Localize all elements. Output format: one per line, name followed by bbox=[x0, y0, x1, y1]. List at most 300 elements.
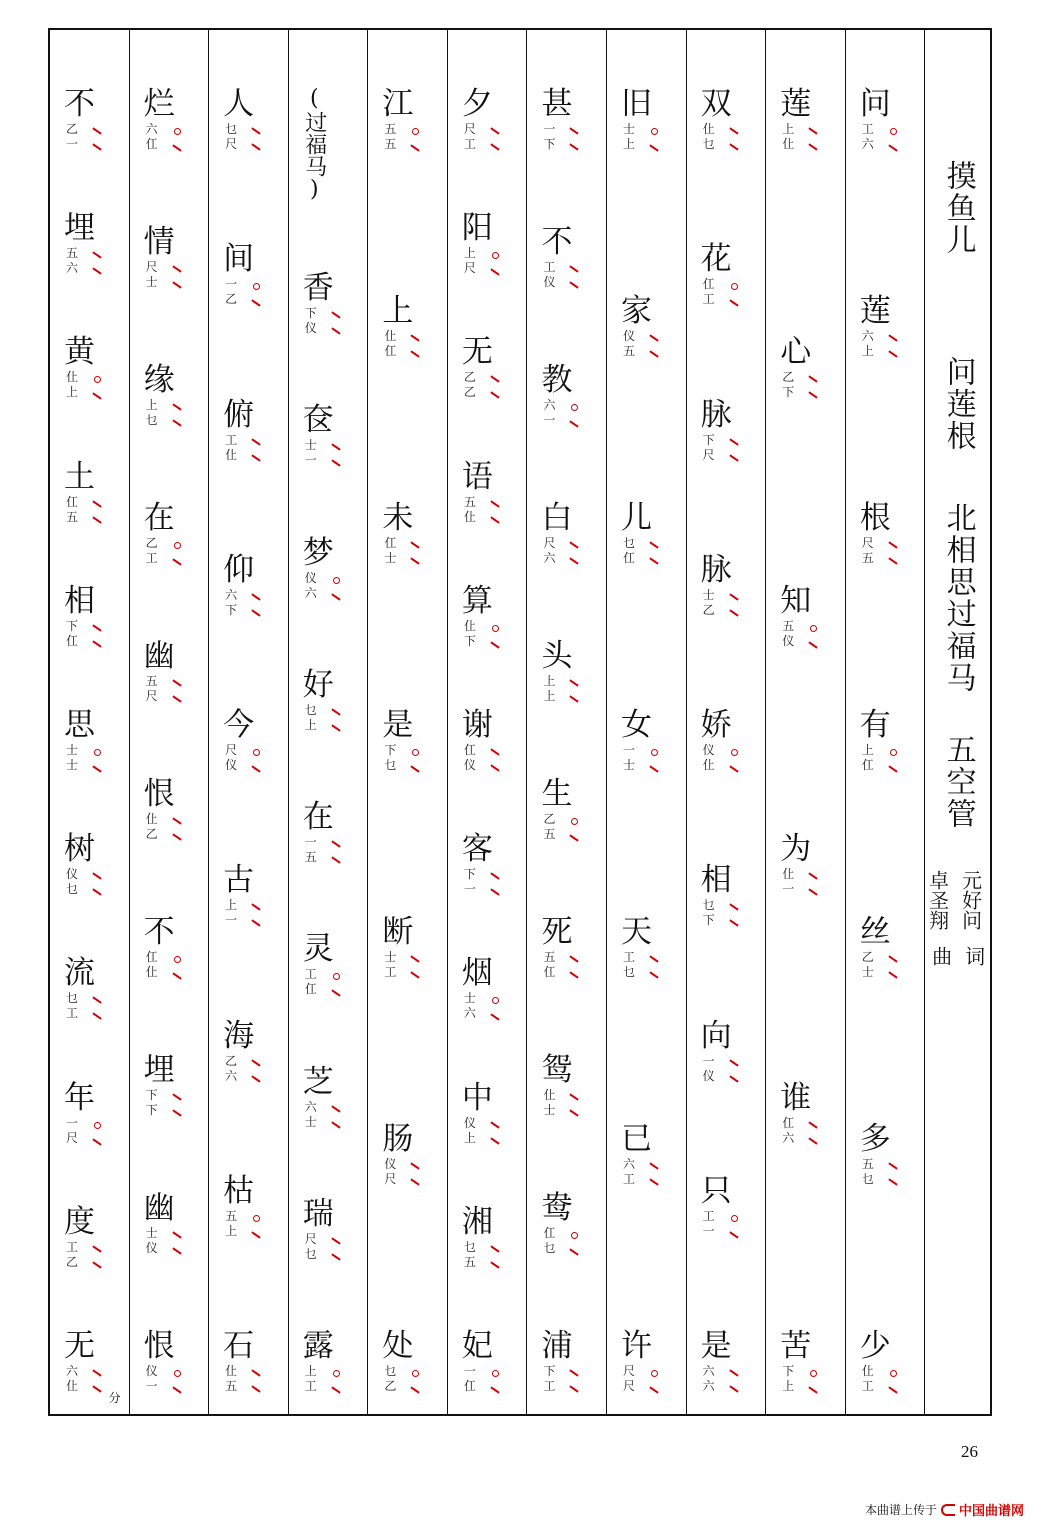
rhythm-marks bbox=[729, 1211, 739, 1244]
lyric-char: 湘 bbox=[461, 1203, 493, 1240]
lyric-char: 缘 bbox=[143, 362, 175, 398]
lyric-char: 仰 bbox=[223, 551, 255, 588]
beat-tick-icon bbox=[331, 328, 340, 335]
beat-circle-icon bbox=[253, 1215, 260, 1222]
lyric-char: 阳 bbox=[461, 210, 493, 247]
lyric-unit bbox=[144, 914, 175, 984]
beat-tick-icon bbox=[809, 127, 818, 134]
lyric-char: 幽 bbox=[143, 1190, 175, 1226]
beat-tick-icon bbox=[172, 558, 181, 565]
beat-tick-icon bbox=[251, 765, 260, 772]
lyric-unit bbox=[462, 1328, 493, 1398]
rhythm-marks bbox=[331, 837, 341, 869]
beat-tick-icon bbox=[92, 500, 101, 507]
lyric-unit bbox=[382, 86, 413, 156]
beat-tick-icon bbox=[649, 1386, 658, 1393]
beat-tick-icon bbox=[92, 252, 101, 259]
lyric-unit bbox=[64, 831, 95, 901]
beat-circle-icon bbox=[731, 749, 738, 756]
lyric-unit bbox=[860, 1328, 891, 1398]
beat-tick-icon bbox=[92, 143, 101, 150]
beat-tick-icon bbox=[251, 1385, 260, 1392]
lyric-unit bbox=[303, 270, 334, 340]
rhythm-marks bbox=[808, 1366, 818, 1399]
beat-tick-icon bbox=[888, 557, 897, 564]
rhythm-marks bbox=[410, 745, 420, 778]
gongche-notation: 乜 下 bbox=[702, 898, 715, 928]
beat-tick-icon bbox=[172, 281, 181, 288]
beat-tick-icon bbox=[92, 1261, 101, 1268]
score-column-9 bbox=[209, 30, 289, 1414]
lyric-unit bbox=[621, 500, 652, 570]
lyric-unit bbox=[303, 535, 334, 605]
credit-role-lyrics: 词 bbox=[961, 946, 986, 966]
beat-tick-icon bbox=[92, 393, 101, 400]
gongche-notation: 乜 工 bbox=[66, 991, 79, 1021]
rhythm-marks bbox=[331, 1102, 341, 1134]
rhythm-marks bbox=[172, 814, 182, 846]
credit-author-block bbox=[960, 870, 989, 966]
lyric-unit bbox=[382, 293, 413, 363]
beat-tick-icon bbox=[172, 833, 181, 840]
beat-tick-icon bbox=[570, 265, 579, 272]
rhythm-marks bbox=[569, 1366, 579, 1398]
rhythm-marks bbox=[888, 538, 898, 570]
lyric-unit bbox=[780, 831, 811, 901]
lyric-unit bbox=[462, 707, 493, 777]
lyric-unit bbox=[303, 799, 334, 869]
lyric-char: 树 bbox=[64, 831, 95, 868]
gongche-notation: 上 仜 bbox=[861, 743, 874, 772]
gongche-notation: 五 六 bbox=[66, 246, 79, 276]
lyric-unit bbox=[621, 1328, 652, 1398]
rhythm-marks bbox=[569, 262, 579, 294]
beat-tick-icon bbox=[172, 817, 181, 824]
beat-circle-icon bbox=[412, 1370, 419, 1377]
rhythm-marks bbox=[729, 124, 739, 156]
rhythm-marks bbox=[569, 1090, 579, 1122]
rhythm-marks bbox=[251, 900, 261, 932]
gongche-notation: 一 士 bbox=[623, 743, 636, 772]
gongche-notation: 乙 乙 bbox=[463, 370, 476, 400]
gongche-notation: 乜 尺 bbox=[225, 122, 238, 151]
lyric-unit bbox=[144, 362, 175, 432]
beat-tick-icon bbox=[729, 593, 738, 600]
beat-circle-icon bbox=[94, 376, 101, 383]
gongche-notation: 仜 五 bbox=[66, 494, 79, 524]
rhythm-marks bbox=[92, 1366, 102, 1398]
lyric-char: 枯 bbox=[223, 1172, 255, 1209]
rhythm-marks bbox=[331, 573, 341, 606]
lyric-char: 语 bbox=[461, 458, 493, 495]
lyric-unit bbox=[701, 241, 732, 311]
score-column-2 bbox=[766, 30, 846, 1414]
score-column-3 bbox=[687, 30, 767, 1414]
beat-tick-icon bbox=[331, 1386, 340, 1393]
gongche-notation: 工 一 bbox=[702, 1208, 715, 1238]
lyric-unit bbox=[462, 86, 493, 156]
score-column-10 bbox=[130, 30, 210, 1414]
beat-tick-icon bbox=[490, 764, 499, 771]
lyric-unit bbox=[780, 334, 811, 404]
gongche-notation: 下 工 bbox=[543, 1364, 556, 1393]
gongche-notation: 上 仩 bbox=[782, 122, 795, 151]
lyric-unit bbox=[223, 707, 254, 777]
rhythm-marks bbox=[729, 1366, 739, 1398]
lyric-unit bbox=[382, 707, 413, 777]
beat-tick-icon bbox=[172, 1386, 181, 1393]
rhythm-marks bbox=[490, 1366, 500, 1399]
gongche-notation: 仪 五 bbox=[623, 329, 636, 358]
lyric-char: 相 bbox=[700, 862, 732, 899]
beat-tick-icon bbox=[172, 972, 181, 979]
rhythm-marks bbox=[729, 435, 739, 467]
lyric-unit bbox=[541, 86, 572, 156]
lyric-char: 旧 bbox=[621, 86, 653, 122]
lyric-unit bbox=[701, 1173, 732, 1243]
lyric-unit bbox=[303, 667, 334, 737]
rhythm-marks bbox=[410, 538, 420, 570]
beat-tick-icon bbox=[570, 541, 579, 548]
beat-circle-icon bbox=[492, 625, 499, 632]
beat-tick-icon bbox=[92, 640, 101, 647]
lyric-char: 断 bbox=[382, 914, 414, 950]
lyric-char: 夕 bbox=[461, 86, 493, 122]
gongche-notation: 仩 乙 bbox=[145, 812, 158, 841]
beat-tick-icon bbox=[729, 438, 738, 445]
lyric-unit bbox=[541, 362, 572, 432]
beat-tick-icon bbox=[649, 1178, 658, 1185]
rhythm-marks bbox=[729, 590, 739, 622]
rhythm-marks bbox=[92, 497, 102, 529]
gongche-notation: 尺 尺 bbox=[623, 1364, 636, 1393]
lyric-char: 思 bbox=[64, 706, 95, 743]
lyric-unit bbox=[701, 552, 732, 622]
gongche-notation: 尺 工 bbox=[463, 122, 476, 151]
rhythm-marks bbox=[331, 969, 341, 1002]
lyric-unit bbox=[64, 86, 95, 156]
rhythm-marks bbox=[331, 1366, 341, 1399]
lyric-unit bbox=[541, 638, 572, 708]
footer-brand[interactable]: 中国曲谱网 bbox=[958, 1504, 1024, 1519]
beat-tick-icon bbox=[729, 127, 738, 134]
beat-circle-icon bbox=[810, 625, 817, 632]
beat-tick-icon bbox=[411, 955, 420, 962]
beat-tick-icon bbox=[729, 454, 738, 461]
lyric-unit bbox=[860, 1121, 891, 1191]
rhythm-marks bbox=[172, 676, 182, 708]
gongche-notation: 仩 五 bbox=[225, 1364, 238, 1393]
lyric-char: 脉 bbox=[700, 396, 732, 433]
beat-tick-icon bbox=[888, 144, 897, 151]
lyric-unit bbox=[64, 459, 95, 529]
lyric-char: 恨 bbox=[143, 776, 175, 812]
gongche-notation: 下 仪 bbox=[304, 306, 317, 336]
beat-tick-icon bbox=[251, 143, 260, 150]
lyric-char: 是 bbox=[700, 1328, 732, 1364]
page-number: 26 bbox=[961, 1442, 978, 1461]
gongche-notation: 乜 仜 bbox=[623, 536, 636, 565]
lyric-char: 问 bbox=[859, 86, 891, 122]
gongche-notation: 工 乜 bbox=[623, 950, 636, 979]
lyric-unit bbox=[64, 1080, 95, 1150]
beat-tick-icon bbox=[729, 1075, 738, 1082]
lyric-unit bbox=[621, 293, 652, 363]
gongche-notation: 下 乜 bbox=[384, 743, 397, 772]
beat-circle-icon bbox=[174, 1370, 181, 1377]
beat-tick-icon bbox=[490, 1121, 499, 1128]
beat-tick-icon bbox=[570, 834, 579, 841]
rhythm-marks bbox=[569, 676, 579, 708]
beat-tick-icon bbox=[331, 1121, 340, 1128]
gongche-notation: 上 工 bbox=[304, 1363, 317, 1393]
rhythm-marks bbox=[251, 1056, 261, 1088]
gongche-notation: 仜 乜 bbox=[543, 1226, 556, 1255]
lyric-unit bbox=[223, 1018, 254, 1088]
gongche-notation: 六 士 bbox=[304, 1099, 317, 1129]
lyric-unit bbox=[541, 914, 572, 984]
key-label: 五空管 bbox=[940, 734, 976, 830]
rhythm-marks bbox=[92, 248, 102, 280]
lyric-char: 露 bbox=[302, 1327, 334, 1364]
beat-tick-icon bbox=[888, 971, 897, 978]
lyric-char: 灵 bbox=[302, 931, 334, 968]
lyric-unit bbox=[462, 1080, 493, 1150]
beat-tick-icon bbox=[92, 1385, 101, 1392]
beat-tick-icon bbox=[251, 1369, 260, 1376]
rhythm-marks bbox=[251, 279, 261, 312]
lyric-char: 头 bbox=[541, 638, 573, 674]
lyric-char: 恨 bbox=[143, 1328, 175, 1364]
gongche-notation: 仪 六 bbox=[304, 570, 317, 600]
gongche-notation: 尺 六 bbox=[543, 536, 556, 565]
lyric-char: 为 bbox=[780, 831, 812, 868]
beat-circle-icon bbox=[651, 749, 658, 756]
beat-tick-icon bbox=[888, 541, 897, 548]
rhythm-marks bbox=[92, 124, 102, 156]
gongche-notation: 仜 仩 bbox=[145, 950, 158, 979]
lyric-unit bbox=[223, 552, 254, 622]
beat-tick-icon bbox=[649, 144, 658, 151]
lyric-char: 只 bbox=[700, 1172, 732, 1209]
gongche-notation: 士 士 bbox=[66, 742, 79, 772]
rhythm-marks bbox=[251, 1211, 261, 1244]
rhythm-marks bbox=[649, 1159, 659, 1191]
score-column-8 bbox=[289, 30, 369, 1414]
score-column-6 bbox=[448, 30, 528, 1414]
rhythm-marks bbox=[172, 1366, 182, 1399]
beat-tick-icon bbox=[649, 334, 658, 341]
lyric-unit bbox=[780, 583, 811, 653]
lyric-char: 女 bbox=[621, 707, 653, 743]
piece-title: 问莲根 bbox=[940, 356, 976, 452]
lyric-char: 浦 bbox=[541, 1328, 573, 1364]
rhythm-marks bbox=[251, 745, 261, 778]
beat-tick-icon bbox=[411, 1386, 420, 1393]
lyric-char: 少 bbox=[859, 1328, 891, 1364]
rhythm-marks bbox=[888, 1159, 898, 1191]
lyric-char: 古 bbox=[223, 862, 255, 899]
lyric-unit bbox=[223, 86, 254, 156]
lyric-unit bbox=[701, 862, 732, 932]
gongche-notation: 仜 工 bbox=[702, 277, 715, 307]
beat-circle-icon bbox=[253, 749, 260, 756]
rhythm-marks bbox=[569, 952, 579, 984]
lyric-char: 黄 bbox=[64, 334, 95, 371]
lyric-char: 今 bbox=[223, 707, 255, 743]
rhythm-marks bbox=[569, 400, 579, 433]
beat-tick-icon bbox=[570, 955, 579, 962]
credits bbox=[927, 870, 989, 966]
lyric-char: 脉 bbox=[700, 551, 732, 588]
rhythm-marks bbox=[729, 1056, 739, 1088]
beat-circle-icon bbox=[651, 128, 658, 135]
gongche-notation: 工 六 bbox=[861, 122, 874, 151]
beat-tick-icon bbox=[92, 1369, 101, 1376]
lyric-char: 客 bbox=[461, 831, 493, 868]
beat-tick-icon bbox=[490, 641, 499, 648]
beat-tick-icon bbox=[729, 609, 738, 616]
lyric-unit bbox=[541, 500, 572, 570]
beat-tick-icon bbox=[172, 679, 181, 686]
rhythm-marks bbox=[649, 745, 659, 778]
lyric-char: 烂 bbox=[143, 86, 175, 122]
gongche-notation: 一 仜 bbox=[463, 1363, 476, 1393]
lyric-char: 不 bbox=[64, 86, 95, 122]
lyric-unit bbox=[223, 397, 254, 467]
lyric-char: 妃 bbox=[461, 1327, 493, 1364]
beat-tick-icon bbox=[331, 1105, 340, 1112]
rhythm-marks bbox=[331, 308, 341, 340]
lyric-unit bbox=[462, 831, 493, 901]
rhythm-marks bbox=[251, 124, 261, 156]
lyric-char: 肠 bbox=[382, 1121, 414, 1157]
lyric-unit bbox=[701, 707, 732, 777]
lyric-unit bbox=[64, 334, 95, 404]
beat-tick-icon bbox=[570, 1109, 579, 1116]
rhythm-marks bbox=[490, 1242, 500, 1274]
rhythm-marks bbox=[649, 331, 659, 363]
beat-circle-icon bbox=[492, 1370, 499, 1377]
gongche-notation: 上 一 bbox=[225, 898, 238, 928]
lyric-char: 年 bbox=[64, 1079, 95, 1116]
gongche-notation: 工 仜 bbox=[304, 967, 317, 997]
lyric-unit bbox=[541, 776, 572, 846]
gongche-notation: 士 一 bbox=[304, 438, 317, 468]
lyric-unit bbox=[541, 224, 572, 294]
lyric-char: 在 bbox=[302, 799, 334, 836]
rhythm-marks bbox=[888, 331, 898, 363]
beat-tick-icon bbox=[649, 955, 658, 962]
lyric-unit bbox=[144, 1052, 175, 1122]
lyric-unit bbox=[621, 86, 652, 156]
beat-tick-icon bbox=[888, 1386, 897, 1393]
lyric-char: 知 bbox=[780, 582, 812, 619]
tune-title: 摸鱼儿 bbox=[940, 160, 976, 256]
beat-circle-icon bbox=[731, 1215, 738, 1222]
beat-tick-icon bbox=[331, 708, 340, 715]
rhythm-marks bbox=[92, 745, 102, 778]
beat-tick-icon bbox=[251, 609, 260, 616]
beat-tick-icon bbox=[490, 872, 499, 879]
lyric-unit bbox=[144, 1328, 175, 1398]
gongche-notation: 乙 六 bbox=[225, 1053, 238, 1083]
lyric-char: 中 bbox=[461, 1079, 493, 1116]
gongche-notation: 五 仪 bbox=[782, 618, 795, 648]
beat-tick-icon bbox=[172, 1093, 181, 1100]
beat-circle-icon bbox=[492, 252, 499, 259]
lyric-char: 烟 bbox=[461, 955, 493, 992]
rhythm-marks bbox=[92, 372, 102, 405]
beat-tick-icon bbox=[649, 350, 658, 357]
lyric-char: 好 bbox=[302, 666, 334, 703]
lyric-char: 天 bbox=[621, 914, 653, 950]
gongche-notation: 仩 仜 bbox=[384, 329, 397, 358]
lyric-char: 莲 bbox=[780, 86, 812, 122]
beat-tick-icon bbox=[411, 334, 420, 341]
lyric-unit bbox=[64, 1204, 95, 1274]
beat-tick-icon bbox=[251, 904, 260, 911]
rhythm-marks bbox=[331, 705, 341, 737]
lyric-unit bbox=[64, 1328, 95, 1398]
rhythm-marks bbox=[490, 993, 500, 1026]
lyric-unit bbox=[382, 1121, 413, 1191]
beat-tick-icon bbox=[411, 1178, 420, 1185]
beat-tick-icon bbox=[251, 438, 260, 445]
rhythm-marks bbox=[569, 814, 579, 847]
beat-tick-icon bbox=[570, 679, 579, 686]
beat-tick-icon bbox=[490, 516, 499, 523]
lyric-char: 未 bbox=[382, 500, 414, 536]
gongche-notation: 五 上 bbox=[225, 1208, 238, 1238]
beat-tick-icon bbox=[490, 888, 499, 895]
gongche-notation: 一 仪 bbox=[702, 1053, 715, 1083]
beat-circle-icon bbox=[174, 542, 181, 549]
gongche-notation: 乜 五 bbox=[463, 1239, 476, 1269]
gongche-notation: 六 仜 bbox=[145, 122, 158, 151]
beat-tick-icon bbox=[570, 127, 579, 134]
beat-tick-icon bbox=[251, 593, 260, 600]
gongche-notation: 仪 乜 bbox=[66, 867, 79, 897]
lyric-char: 算 bbox=[461, 582, 493, 619]
rhythm-marks bbox=[888, 952, 898, 984]
lyric-unit bbox=[860, 707, 891, 777]
beat-tick-icon bbox=[92, 888, 101, 895]
beat-tick-icon bbox=[490, 127, 499, 134]
gongche-notation: 六 下 bbox=[225, 587, 238, 617]
score-column-4 bbox=[607, 30, 687, 1414]
gongche-notation: 五 仩 bbox=[463, 494, 476, 524]
gongche-notation: 仩 下 bbox=[463, 618, 476, 648]
credit-composer-block bbox=[927, 870, 956, 966]
beat-tick-icon bbox=[729, 765, 738, 772]
beat-tick-icon bbox=[729, 1231, 738, 1238]
beat-tick-icon bbox=[649, 971, 658, 978]
gongche-notation: 五 仜 bbox=[543, 950, 556, 979]
beat-tick-icon bbox=[172, 419, 181, 426]
score-column-1 bbox=[846, 30, 926, 1414]
lyric-char: 在 bbox=[143, 500, 175, 536]
rhythm-marks bbox=[569, 124, 579, 156]
beat-tick-icon bbox=[251, 300, 260, 307]
credit-role-music: 曲 bbox=[928, 946, 953, 966]
beat-tick-icon bbox=[888, 1162, 897, 1169]
lyric-unit bbox=[223, 862, 254, 932]
gongche-notation: 上 上 bbox=[543, 674, 556, 703]
beat-circle-icon bbox=[890, 1370, 897, 1377]
lyric-char: 苦 bbox=[780, 1327, 812, 1364]
beat-tick-icon bbox=[490, 1137, 499, 1144]
